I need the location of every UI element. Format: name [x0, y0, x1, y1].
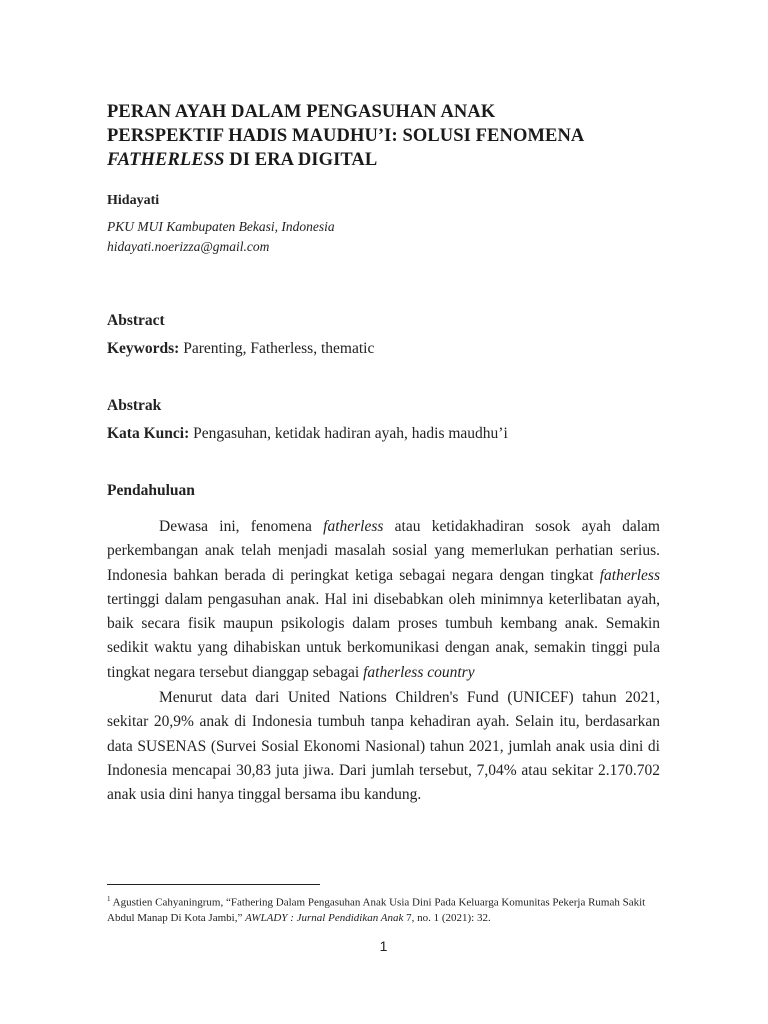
footnote-separator [107, 884, 320, 885]
intro-paragraph-2: Menurut data dari United Nations Children's Fund (UNICEF) tahun 2021, sekitar 20,9% anak di Indonesia tumbuh tanpa kehadiran ayah. Selain itu, berdasarkan data SUSENAS (Survei Sosial Ekonomi Nasional) tahun 2021, jumlah anak usia dini di Indonesia mencapai 30,83 juta jiwa. Dari jumlah tersebut, 7,04% atau sekitar 2.170.702 anak usia dini hanya tinggal bersama ibu kandung. [107, 689, 660, 804]
pendahuluan-heading: Pendahuluan [107, 482, 195, 499]
term-fatherless-country: fatherless country [363, 663, 475, 681]
author-email: hidayati.noerizza@gmail.com [107, 239, 270, 254]
kata-kunci-label: Kata Kunci: [107, 425, 190, 442]
title-line-1: PERAN AYAH DALAM PENGASUHAN ANAK [107, 102, 496, 122]
title-line-3-rest: DI ERA DIGITAL [224, 150, 378, 170]
kata-kunci-line [107, 425, 508, 443]
intro-paragraph-1: Dewasa ini, fenomena fatherless atau ketidakhadiran sosok ayah dalam perkembangan anak telah menjadi masalah sosial yang memerlukan perhatian serius. Indonesia bahkan berada di peringkat ketiga sebagai negara dengan tingkat fatherless tertinggi dalam pengasuhan anak. Hal ini disebabkan oleh minimnya keterlibatan ayah, baik secara fisik maupun psikologis dalam proses tumbuh kembang anak. Semakin sedikit waktu yang dihabiskan untuk berkomunikasi dengan anak, semakin tinggi pula tingkat negara tersebut dianggap sebagai fatherless country [107, 518, 660, 681]
author-name: Hidayati [107, 193, 160, 208]
author-affiliation: PKU MUI Kambupaten Bekasi, Indonesia [107, 219, 335, 234]
footnote: $^1$ Agustien Cahyaningrum, “Fathering Dalam Pengasuhan Anak Usia Dini Pada Keluarga Komunitas Pekerja Rumah Sakit Abdul Manap Di Kota Jambi,” AWLADY : Jurnal Pendidikan Anak 7, no. 1 (2021): 32. [107, 895, 646, 924]
term-fatherless: fatherless [599, 566, 660, 584]
footnote-mark: 1 [107, 895, 111, 903]
title-line-3 [107, 148, 660, 172]
keywords-value: Parenting, Fatherless, thematic [179, 340, 375, 357]
abstract-heading: Abstract [107, 312, 165, 329]
footnote-journal: AWLADY : Jurnal Pendidikan Anak [245, 911, 404, 924]
keywords-label: Keywords: [107, 340, 180, 357]
title-italic-term: FATHERLESS [107, 150, 225, 170]
keywords-line [107, 340, 374, 358]
page-number: 1 [379, 938, 388, 954]
title-line-2: PERSPEKTIF HADIS MAUDHU’I: SOLUSI FENOMENA [107, 126, 585, 146]
paper-title [107, 100, 660, 172]
term-fatherless: fatherless [323, 518, 384, 535]
abstrak-heading: Abstrak [107, 397, 162, 414]
kata-kunci-value: Pengasuhan, ketidak hadiran ayah, hadis maudhu’i [189, 425, 508, 442]
